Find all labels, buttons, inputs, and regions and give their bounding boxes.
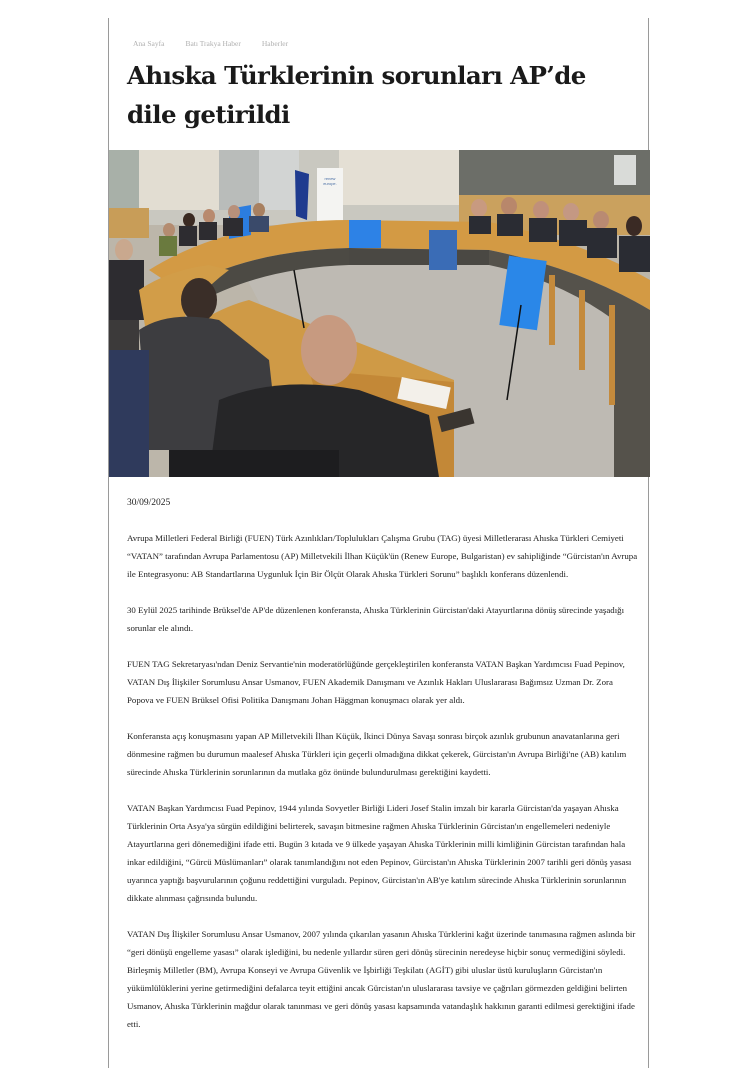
article-photo — [109, 150, 650, 477]
person — [301, 315, 357, 385]
article-title: Ahıska Türklerinin sorunları AP’de dile getirildi — [127, 61, 586, 129]
breadcrumb-home-link[interactable]: Ana Sayfa — [133, 39, 165, 48]
article-frame — [108, 18, 649, 1068]
article-date: 30/09/2025 — [127, 498, 171, 508]
breadcrumb — [133, 39, 309, 48]
banner-text-europe: europe. — [323, 181, 337, 186]
conference-room-image — [109, 150, 650, 477]
article-paragraph: FUEN TAG Sekretaryası'ndan Deniz Servantie'nin moderatörlüğünde gerçekleştirilen konferansta VATAN Başkan Yardımcısı Fuad Pepinov, VATAN Dış İlişkiler Sorumlusu Ansar Usmanov, FUEN Akademik Danışmanı ve Azınlık Hakları Uluslararası Bağımsız Uzman Dr. Zora Popova ve FUEN Brüksel Ofisi Politika Danışmanı Johan Häggman konuşmacı olarak yer aldı. — [127, 659, 625, 705]
breadcrumb-haberler-link[interactable]: Haberler — [261, 39, 289, 48]
article-paragraph: VATAN Dış İlişkiler Sorumlusu Ansar Usmanov, 2007 yılında çıkarılan yasanın Ahıska Türklerini kağıt üzerinde tanımasına rağmen aslında bir “geri dönüşü engelleme yasası” olarak işlediğini, bu nedenle yıllardır süren geri dönüş sürecinin neredeyse hiçbir sonuç vermediğini söyledi. Birleşmiş Milletler (BM), Avrupa Konseyi ve Avrupa Güvenlik ve İşbirliği Teşkilatı (AGİT) gibi uluslar üstü kuruluşların Gürcistan'ın yükümlülüklerini yerine getirmediğini defalarca teyit ettiğini ancak Gürcistan'ın uluslararası tavsiye ve çağrıları görmezden geldiğini belirten Usmanov, Ahıska Türklerinin mağdur olarak tanınması ve geri dönüş yasası kapsamında vatandaşlık hakkının garanti edilmesi gerektiğini ifade etti. — [127, 929, 636, 1029]
monitor — [349, 220, 381, 248]
breadcrumb-bati-trakya-link[interactable]: Batı Trakya Haber — [185, 39, 241, 48]
article-paragraph: VATAN Başkan Yardımcısı Fuad Pepinov, 1944 yılında Sovyetler Birliği Lideri Josef Stalin imzalı bir kararla Gürcistan'da yaşayan Ahıska Türklerinin Orta Asya'ya sürgün edildiğini belirterek, savaşın bitmesine rağmen Ahıska Türklerinin Gürcistan'ın engellemeleri nedeniyle Atayurtlarına geri dönemediğini ifade etti. Bugün 3 kıtada ve 9 ülkede yaşayan Ahıska Türklerinin milli kimliğinin Gürcistan tarafından hala inkar edildiğini, “Gürcü Müslümanları” olarak tanımlandığını not eden Pepinov, Gürcistan'ın Ahıska Türklerinin 2007 tarihli geri dönüş yasası uyarınca yaptığı başvurularının çoğunu reddettiğini vurguladı. Pepinov, Gürcistan'ın AB'ye katılım sürecinde Ahıska Türklerinin sorunlarının dikkate alınması çağrısında bulundu. — [127, 803, 632, 903]
article-paragraph: Konferansta açış konuşmasını yapan AP Milletvekili İlhan Küçük, İkinci Dünya Savaşı sonrası birçok azınlık grubunun anavatanlarına geri dönmesine rağmen bu durumun maalesef Ahıska Türkleri için geçerli olmadığına dikkat çekerek, Gürcistan'ın Avrupa Birliği'ne (AB) katılım sürecinde Ahıska Türklerinin sorunlarının da mutlaka göz önünde bulundurulması gerektiğini kaydetti. — [127, 731, 627, 777]
article-paragraph: Avrupa Milletleri Federal Birliği (FUEN) Türk Azınlıkları/Toplulukları Çalışma Grubu (TAG) üyesi Milletlerarası Ahıska Türkleri Cemiyeti “VATAN” tarafından Avrupa Parlamentosu (AP) Milletvekili İlhan Küçük'ün (Renew Europe, Bulgaristan) ev sahipliğinde “Gürcistan'ın Avrupa ile Entegrasyonu: AB Standartlarına Uygunluk İçin Bir Ölçüt Olarak Ahıska Türkleri Sorunu” başlıklı konferans düzenlendi. — [127, 533, 638, 579]
monitor — [429, 230, 457, 270]
article-paragraph: 30 Eylül 2025 tarihinde Brüksel'de AP'de düzenlenen konferansta, Ahıska Türklerinin Gürcistan'daki Atayurtlarına dönüş sürecinde yaşadığı sorunlar ele alındı. — [127, 605, 625, 633]
person — [181, 278, 217, 322]
banner-text-renew: renew — [324, 176, 336, 181]
eu-flag — [295, 170, 309, 220]
article-body — [127, 529, 639, 1051]
